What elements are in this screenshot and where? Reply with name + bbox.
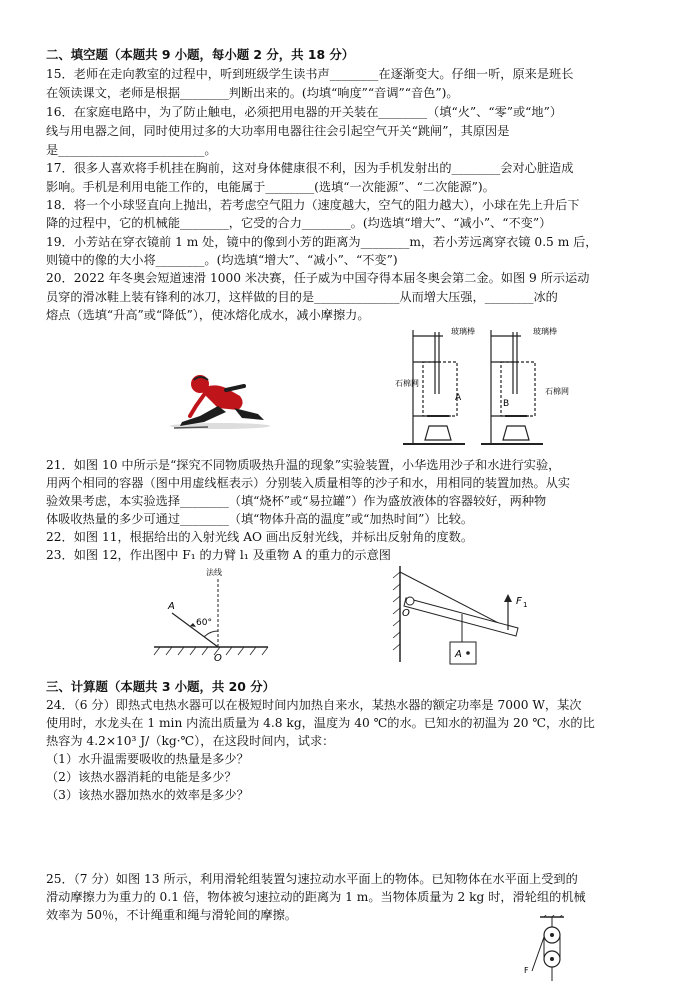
q17-line-2: 影响。手机是利用电能工作的，电能属于________(选填“一次能源”、“二次能源”)。 <box>46 180 495 194</box>
q15-line-2: 在领读课文，老师是根据________判断出来的。(均填“响度”“音调”“音色”)。 <box>46 86 459 100</box>
q18-line-1: 18．将一个小球竖直向上抛出，若考虑空气阻力（速度越大，空气的阻力越大），小球在先上升后下 <box>46 198 580 212</box>
q24-part-2: （2）该热水器消耗的电能是多少？ <box>46 770 237 784</box>
rod-label-left: 玻璃棒 <box>451 327 475 336</box>
vessel-label-b: B <box>503 399 510 409</box>
figure-12-lever <box>390 562 550 674</box>
q17-line-1: 17．很多人喜欢将手机挂在胸前，这对身体健康很不利，因为手机发射出的________会对心脏造成 <box>46 161 574 175</box>
q21-line-4: 体吸收热量的多少可通过________（填“物体升高的温度”或“加热时间”）比较。 <box>46 512 474 526</box>
q21-line-2: 用两个相同的容器（图中用虚线框表示）分别装入质量相等的沙子和水，用相同的装置加热。从实 <box>46 476 571 490</box>
q19-line-1: 19．小芳站在穿衣镜前 1 m 处，镜中的像到小芳的距离为________m，若小芳远离穿衣镜 0.5 m 后， <box>46 235 598 249</box>
q20-line-2: 员穿的滑冰鞋上装有锋利的冰刀，这样做的目的是______________从而增大压强，________冰的 <box>46 290 558 304</box>
rod-label-right: 玻璃棒 <box>533 327 557 336</box>
q24-part-3: （3）该热水器加热水的效率是多少？ <box>46 788 249 802</box>
vessel-label-a: A <box>455 393 462 403</box>
section-3-title: 三、计算题（本题共 3 小题，共 20 分） <box>46 679 275 694</box>
q21-line-3: 验效果考虑，本实验选择________（填“烧杯”或“易拉罐”）作为盛放液体的容器较好，两种物 <box>46 494 547 508</box>
q15-line-1: 15．老师在走向教室的过程中，听到班级学生读书声________在逐渐变大。仔细一听，原来是班长 <box>46 67 574 81</box>
q24-part-1: （1）水升温需要吸收的热量是多少？ <box>46 752 249 766</box>
ray-label-a: A <box>168 601 175 612</box>
pivot-label-o: O <box>402 608 410 619</box>
q23-line: 23．如图 12，作出图中 F₁ 的力臂 l₁ 及重物 A 的重力的示意图 <box>46 548 391 562</box>
pulley-force-label: F <box>524 966 529 975</box>
q25-line-1: 25．（7 分）如图 13 所示，利用滑轮组装置匀速拉动水平面上的物体。已知物体在水平面上受到的 <box>46 872 578 886</box>
force-label-sub: 1 <box>523 601 528 609</box>
q20-line-1: 20．2022 年冬奥会短道速滑 1000 米决赛，任子威为中国夺得本届冬奥会第二金。如图 9 所示运动 <box>46 271 590 285</box>
force-label-f1: F <box>516 596 522 607</box>
figure-13-pulley <box>520 915 570 983</box>
q25-line-3: 效率为 50％，不计绳重和绳与滑轮间的摩擦。 <box>46 908 297 922</box>
q24-line-1: 24．（6 分）即热式电热水器可以在极短时间内加热自来水，某热水器的额定功率是 7000 W，某次 <box>46 698 582 712</box>
section-2-title: 二、填空题（本题共 9 小题，每小题 2 分，共 18 分） <box>46 47 355 62</box>
normal-label: 法线 <box>206 568 222 577</box>
figure-11-reflection <box>150 565 270 665</box>
q24-line-3: 热容为 4.2×10³ J/（kg·℃），在这段时间内，试求： <box>46 734 335 748</box>
figure-10-apparatus <box>395 322 570 450</box>
q19-line-2: 则镜中的像的大小将________。(均选填“增大”、“减小”、“不变”) <box>46 253 398 267</box>
net-label-left: 石棉网 <box>395 379 419 388</box>
q16-line-3: 是________________________。 <box>46 143 217 157</box>
q24-line-2: 使用时，水龙头在 1 min 内流出质量为 4.8 kg，温度为 40 ℃的水。已知水的初温为 20 ℃，水的比 <box>46 716 595 730</box>
q18-line-2: 降的过程中，它的机械能________，它受的合力________。(均选填“增大”、“减小”、“不变”） <box>46 216 552 230</box>
point-label-o: O <box>214 653 222 664</box>
net-label-right: 石棉网 <box>545 387 569 396</box>
weight-label-a: A <box>455 649 462 660</box>
q16-line-2: 线与用电器之间，同时使用过多的大功率用电器往往会引起空气开关“跳闸”，其原因是 <box>46 124 510 138</box>
q22-line: 22．如图 11，根据给出的入射光线 AO 画出反射光线，并标出反射角的度数。 <box>46 530 474 544</box>
q25-line-2: 滑动摩擦力为重力的 0.1 倍，物体被匀速拉动的距离为 1 m。当物体质量为 2 kg 时，滑轮组的机械 <box>46 890 586 904</box>
angle-label: 60° <box>196 618 212 628</box>
q21-line-1: 21．如图 10 中所示是“探究不同物质吸热升温的现象”实验装置，小华选用沙子和水进行实验， <box>46 458 561 472</box>
figure-9-skater <box>160 360 280 432</box>
q20-line-3: 熔点（选填“升高”或“降低”），使冰熔化成水，减小摩擦力。 <box>46 308 370 322</box>
q16-line-1: 16．在家庭电路中，为了防止触电，必须把用电器的开关装在________（填“火”、“零”或“地”） <box>46 105 563 119</box>
